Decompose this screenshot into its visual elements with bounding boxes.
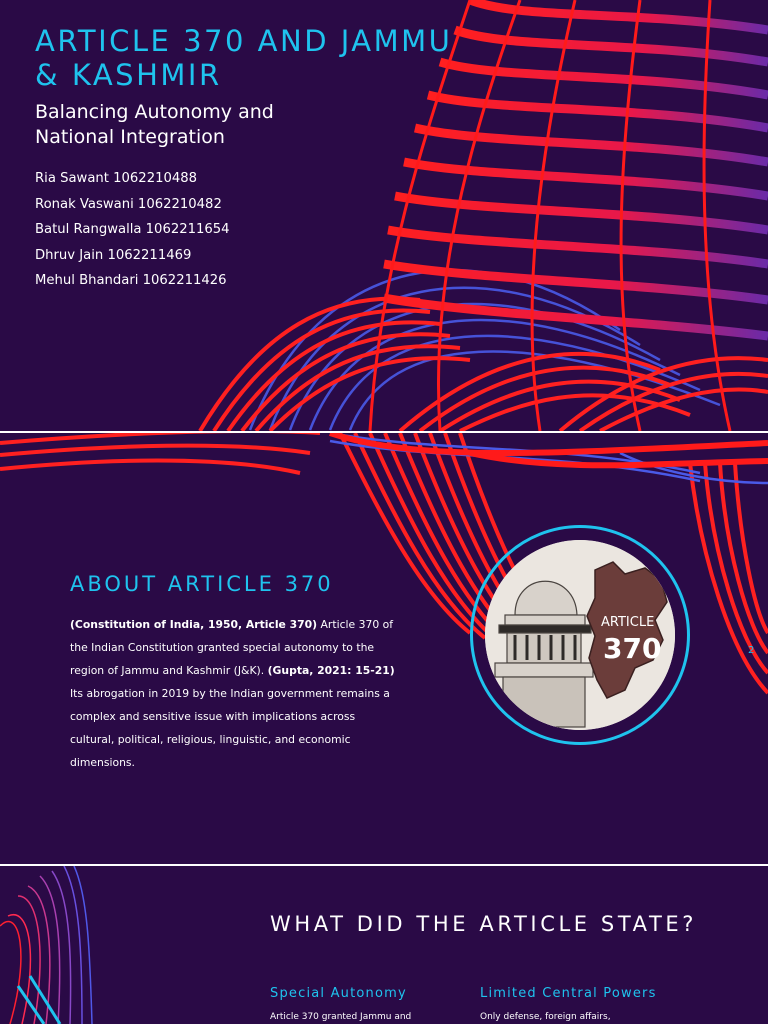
author-item: Dhruv Jain 1062211469 [35,247,192,263]
page-number: 2 [748,645,755,656]
slide-body-text [70,613,400,774]
column-heading: Special Autonomy [270,986,407,1001]
citation: (Gupta, 2021: 15-21) [267,664,395,677]
column-heading: Limited Central Powers [480,986,657,1001]
image-label-bottom: 370 [603,632,662,665]
article-370-illustration [485,540,675,730]
author-list [35,166,230,294]
about-slide [0,433,768,864]
ribbon-decoration [0,866,120,1024]
author-item: Ronak Vaswani 1062210482 [35,196,222,212]
body-text: Article 370 of the Indian Constitution granted special autonomy to the region of Jammu and Kashmir (J&K). [70,618,394,677]
title-slide [0,0,768,431]
image-label-top: ARTICLE [601,615,655,630]
author-item: Batul Rangwalla 1062211654 [35,222,230,237]
article-content-slide [0,866,768,1024]
slide-title: ABOUT ARTICLE 370 [70,572,334,596]
author-item: Mehul Bhandari 1062211426 [35,273,227,288]
column-text: Only defense, foreign affairs, [480,1012,611,1022]
body-text: Its abrogation in 2019 by the Indian government remains a complex and sensitive issue with implications across cultural, political, religious, linguistic, and economic dimensions. [70,687,390,769]
column-text: Article 370 granted Jammu and [270,1012,412,1022]
citation: (Constitution of India, 1950, Article 370) [70,618,318,631]
presentation-title: ARTICLE 370 AND JAMMU & KASHMIR [35,24,453,92]
author-item: Ria Sawant 1062210488 [35,171,198,186]
slide-title: WHAT DID THE ARTICLE STATE? [270,912,698,936]
presentation-subtitle: Balancing Autonomy and National Integration [35,101,274,148]
